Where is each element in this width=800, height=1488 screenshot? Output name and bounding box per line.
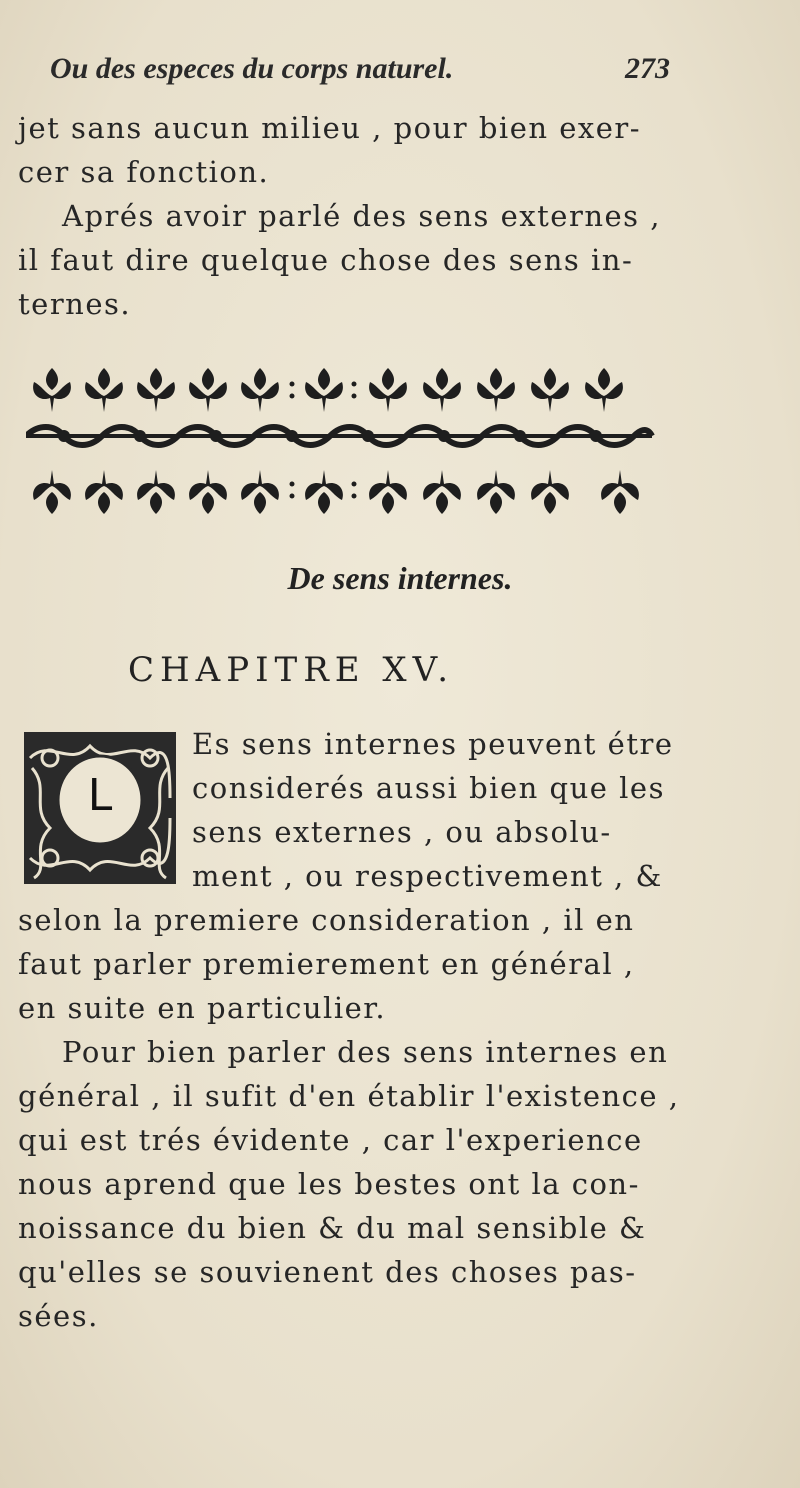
text-line: sens externes , ou absolu- [192,815,612,849]
section-subtitle: De sens internes. [287,560,513,596]
fleuron-ornament-band [26,362,662,522]
text-line: en suite en particulier. [18,991,387,1025]
text-line: Pour bien parler des sens internes en [62,1035,669,1069]
text-line: ternes. [18,287,132,321]
text-line: il faut dire quelque chose des sens in- [18,243,634,277]
text-line: qu'elles se souvienent des choses pas- [18,1255,637,1289]
text-line: considerés aussi bien que les [192,771,665,805]
text-line: faut parler premierement en général , [18,947,635,981]
text-line: cer sa fonction. [18,155,270,189]
chapter-heading: CHAPITRE XV. [128,650,455,690]
fleuron-row-top [33,368,623,412]
text-line: général , il sufit d'en établir l'existence , [18,1079,680,1113]
text-line: jet sans aucun milieu , pour bien exer- [18,111,642,145]
fleuron-row-bottom [33,470,639,514]
drop-cap-letter: L [87,770,113,821]
page-number: 273 [625,52,670,85]
text-line: qui est trés évidente , car l'experience [18,1123,643,1157]
text-line: sées. [18,1299,99,1333]
text-line: selon la premiere consideration , il en [18,903,635,937]
text-line: ment , ou respectivement , & [192,859,663,893]
text-line: nous aprend que les bestes ont la con- [18,1167,640,1201]
running-head-title: Ou des especes du corps naturel. [50,52,454,85]
text-line: Es sens internes peuvent étre [192,727,674,761]
scroll-band [26,427,652,445]
text-line: Aprés avoir parlé des sens externes , [62,199,661,233]
drop-cap-frame [20,728,180,888]
running-head [50,44,670,94]
text-line: noissance du bien & du mal sensible & [18,1211,647,1245]
